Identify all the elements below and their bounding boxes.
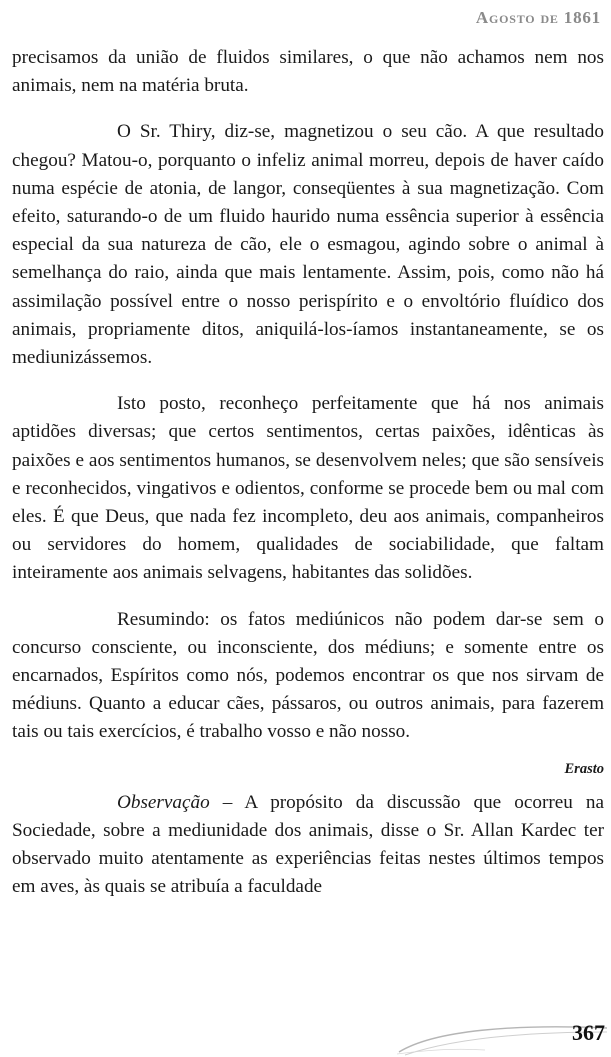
observation-text: – A propósito da discussão que ocorreu na Sociedade, sobre a mediunidade dos animais, disse o Sr. Allan Kardec ter observado muito atentamente as experiências feitas nestes últimos tempos em aves, às quais se atribuía a faculdade [12, 791, 604, 898]
page-body [12, 44, 604, 901]
page-number: 367 [572, 1020, 605, 1045]
observation-label: Observação [117, 791, 210, 813]
paragraph-3: Isto posto, reconheço perfeitamente que há nos animais aptidões diversas; que certos sentimentos, certas paixões, idênticas às paixões e aos sentimentos humanos, se desenvolvem neles; que são sensíveis e reconhecidos, vingativos e odientos, conforme se procede bem ou mal com eles. É que Deus, que nada fez incompleto, deu aos animais, companheiros ou servidores do homem, qualidades de sociabilidade, que faltam inteiramente aos animais selvagens, habitantes das solidões. [12, 393, 604, 584]
paragraph-5 [12, 789, 604, 902]
signature: Erasto [564, 760, 604, 777]
paragraph-2: O Sr. Thiry, diz-se, magnetizou o seu cão. A que resultado chegou? Matou-o, porquanto o infeliz animal morreu, depois de haver caído numa espécie de atonia, de langor, conseqüentes à sua magnetização. Com efeito, saturando-o de um fluido haurido numa essência superior à essência especial da sua natureza de cão, ele o esmagou, agindo sobre o animal à semelhança do raio, ainda que mais lentamente. Assim, pois, como não há assimilação possível entre o nosso perispírito e o envoltório fluídico dos animais, propriamente ditos, aniquilá-los-íamos instantaneamente, se os mediunizássemos. [12, 121, 604, 369]
paragraph-1: precisamos da união de fluidos similares, o que não achamos nem nos animais, nem na matéria bruta. [12, 47, 604, 97]
paragraph-4: Resumindo: os fatos mediúnicos não podem dar-se sem o concurso consciente, ou inconsciente, dos médiuns; e somente entre os encarnados, Espíritos como nós, podemos encontrar os que nos sirvam de médiuns. Quanto a educar cães, pássaros, ou outros animais, para fazerem tais ou tais exercícios, é trabalho vosso e não nosso. [12, 608, 604, 743]
running-header: Agosto de 1861 [475, 8, 601, 27]
